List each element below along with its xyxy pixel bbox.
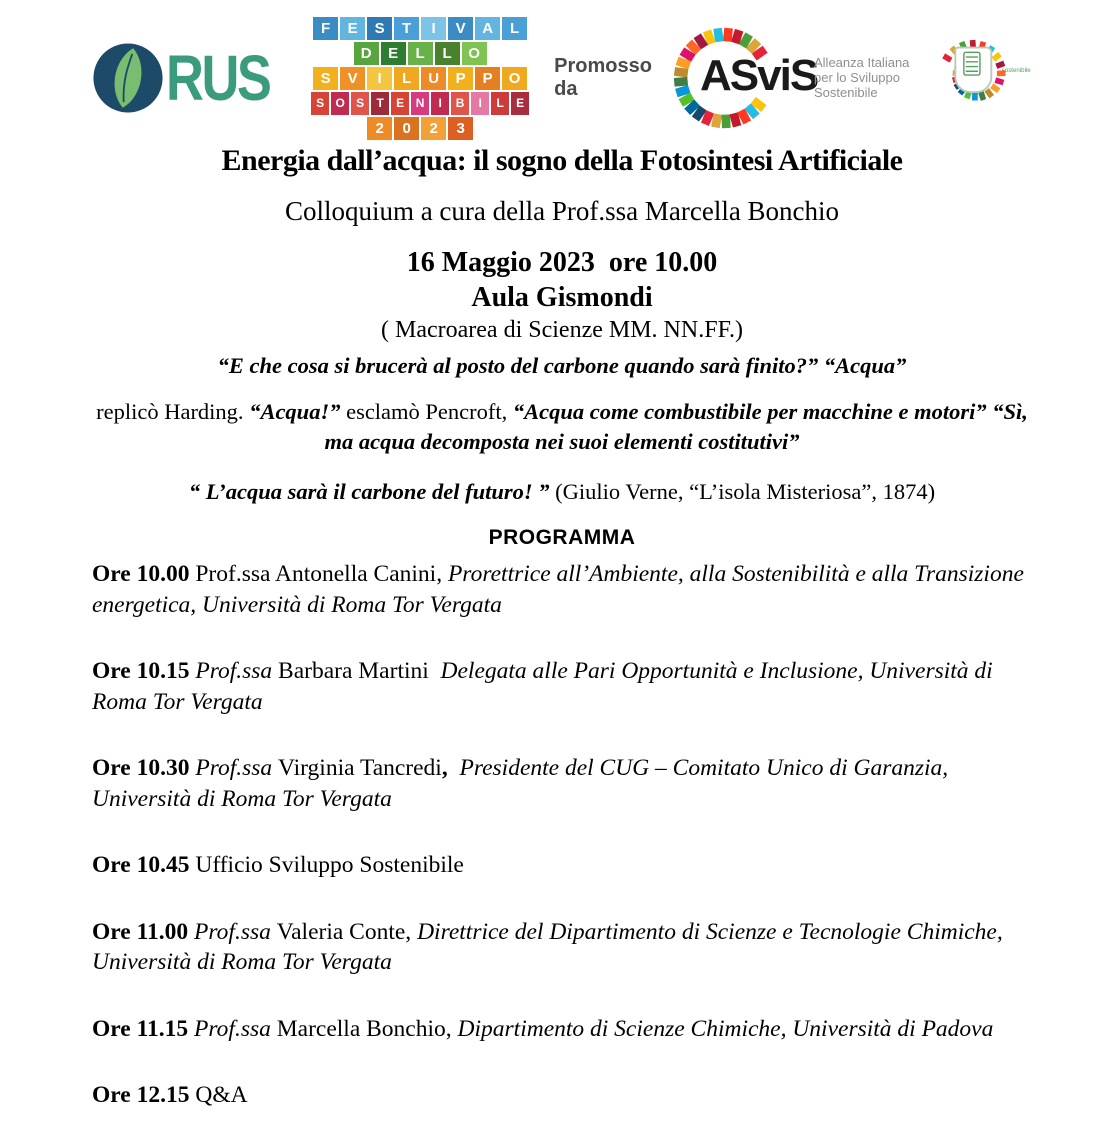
- event-title: Energia dall’acqua: il sogno della Fotosintesi Artificiale: [221, 144, 903, 177]
- event-venue-detail: ( Macroarea di Scienze MM. NN.FF.): [381, 317, 743, 343]
- program-entry: Ore 10.45 Ufficio Sviluppo Sostenibile: [92, 852, 464, 878]
- program-list: [92, 559, 1032, 1111]
- torvergata-spiral-icon: [926, 23, 1032, 129]
- program-heading: PROGRAMMA: [488, 526, 636, 549]
- asvis-tagline-line: Alleanza Italiana: [814, 55, 910, 70]
- festival-logo: F E S T I V A L D E L L O S V I L U P P O S O S T E N I B I L E 2 0 2 3: [306, 17, 534, 140]
- torvergata-logo: [926, 23, 1032, 134]
- logo-row: [92, 19, 1032, 137]
- program-entry: Ore 11.00 Prof.ssa Valeria Conte, Direttrice del Dipartimento di Scienze e Tecnologie Chimiche, Università di Roma Tor Vergata: [92, 918, 1003, 975]
- torvergata-emblem: [955, 47, 991, 91]
- rus-logo: [92, 41, 292, 115]
- rus-leaf-icon: [92, 42, 164, 114]
- program-entry: Ore 11.15 Prof.ssa Marcella Bonchio, Dipartimento di Scienze Chimiche, Università di Padova: [92, 1015, 994, 1042]
- asvis-logo: [674, 25, 912, 131]
- program-entry: Ore 12.15 Q&A: [92, 1082, 248, 1108]
- program-entry: Ore 10.00 Prof.ssa Antonella Canini, Prorettrice all’Ambiente, alla Sostenibilità e alla Transizione energetica, Università di Roma Tor Vergata: [92, 561, 1024, 618]
- quote-line-1: “E che cosa si brucerà al posto del carbone quando sarà finito?” “Acqua”: [217, 353, 907, 378]
- event-datetime: 16 Maggio 2023 ore 10.00: [406, 247, 718, 278]
- asvis-tagline: [814, 55, 909, 100]
- rus-wordmark: RUS: [166, 42, 270, 114]
- event-venue: Aula Gismondi: [471, 282, 653, 313]
- asvis-tagline-line: Sostenibile: [814, 85, 878, 100]
- quote-line-3: “ L’acqua sarà il carbone del futuro! ” (Giulio Verne, “L’isola Misteriosa”, 1874): [188, 479, 936, 504]
- quote-line-2: replicò Harding. “Acqua!” esclamò Pencroft, “Acqua come combustibile per macchine e motori” “Sì, ma acqua decomposta nei suoi elementi costitutivi”: [96, 399, 1028, 454]
- torvergata-label: sostenibile: [1001, 66, 1031, 74]
- program-entry: Ore 10.30 Prof.ssa Virginia Tancredi, Presidente del CUG – Comitato Unico di Garanzia, Università di Roma Tor Vergata: [92, 755, 949, 812]
- program-entry: Ore 10.15 Prof.ssa Barbara Martini Delegata alle Pari Opportunità e Inclusione, Università di Roma Tor Vergata: [92, 658, 993, 715]
- asvis-tagline-line: per lo Sviluppo: [814, 70, 900, 85]
- asvis-wordmark: ASviS: [700, 51, 818, 100]
- event-subtitle: Colloquium a cura della Prof.ssa Marcella Bonchio: [284, 196, 840, 226]
- promosso-da-label: Promosso da: [554, 55, 652, 100]
